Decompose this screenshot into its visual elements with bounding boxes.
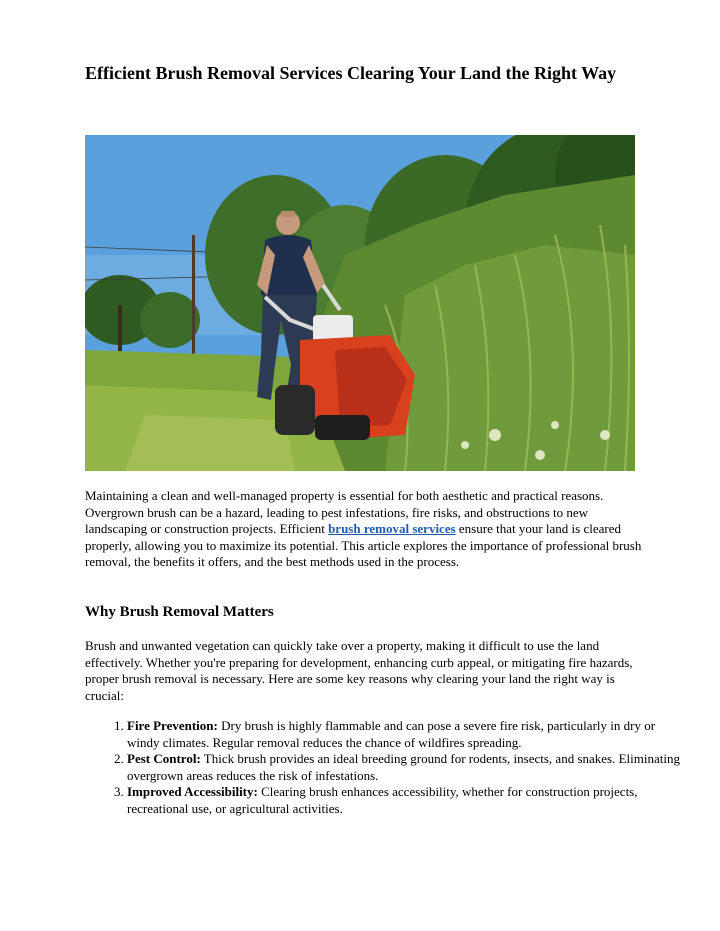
list-item xyxy=(127,784,687,817)
list-item-label: Fire Prevention: xyxy=(127,718,218,733)
hero-photo-man-mowing-brush xyxy=(85,135,635,471)
list-item-text: Clearing brush enhances accessibility, whether for construction projects, recreational use, or agricultural activities. xyxy=(127,784,638,816)
intro-text-start: Maintaining a clean and well-managed property is essential for both aesthetic and practical reasons. Overgrown brush can be a hazard, leading to pest infestations, fire risks, and obstructions to new landscaping or construction projects. Efficient xyxy=(85,488,604,537)
reasons-list xyxy=(85,718,687,818)
list-item-text: Dry brush is highly flammable and can pose a severe fire risk, particularly in dry or windy climates. Regular removal reduces the chance of wildfires spreading. xyxy=(127,718,656,750)
list-item xyxy=(127,718,687,751)
section-heading: Why Brush Removal Matters xyxy=(85,604,274,620)
brush-removal-services-link[interactable]: brush removal services xyxy=(328,521,456,537)
list-item-label: Improved Accessibility: xyxy=(127,784,258,800)
list-item-text: Thick brush provides an ideal breeding ground for rodents, insects, and snakes. Eliminating overgrown areas reduces the risk of infestations. xyxy=(127,751,680,783)
intro-text-end: ensure that your land is cleared properly, allowing you to maximize its potential. This article explores the importance of professional brush removal, the benefits it offers, and the best methods used in the process. xyxy=(85,521,642,570)
intro-paragraph xyxy=(85,488,645,571)
page-title: Efficient Brush Removal Services Clearing Your Land the Right Way xyxy=(85,63,617,83)
list-item-label: Pest Control: xyxy=(127,751,201,767)
section-paragraph: Brush and unwanted vegetation can quickly take over a property, making it difficult to use the land effectively. Whether you're preparing for development, enhancing curb appeal, or mitigating fire hazards, proper brush removal is necessary. Here are some key reasons why clearing your land the right way is crucial: xyxy=(85,638,633,703)
list-item xyxy=(127,751,687,784)
